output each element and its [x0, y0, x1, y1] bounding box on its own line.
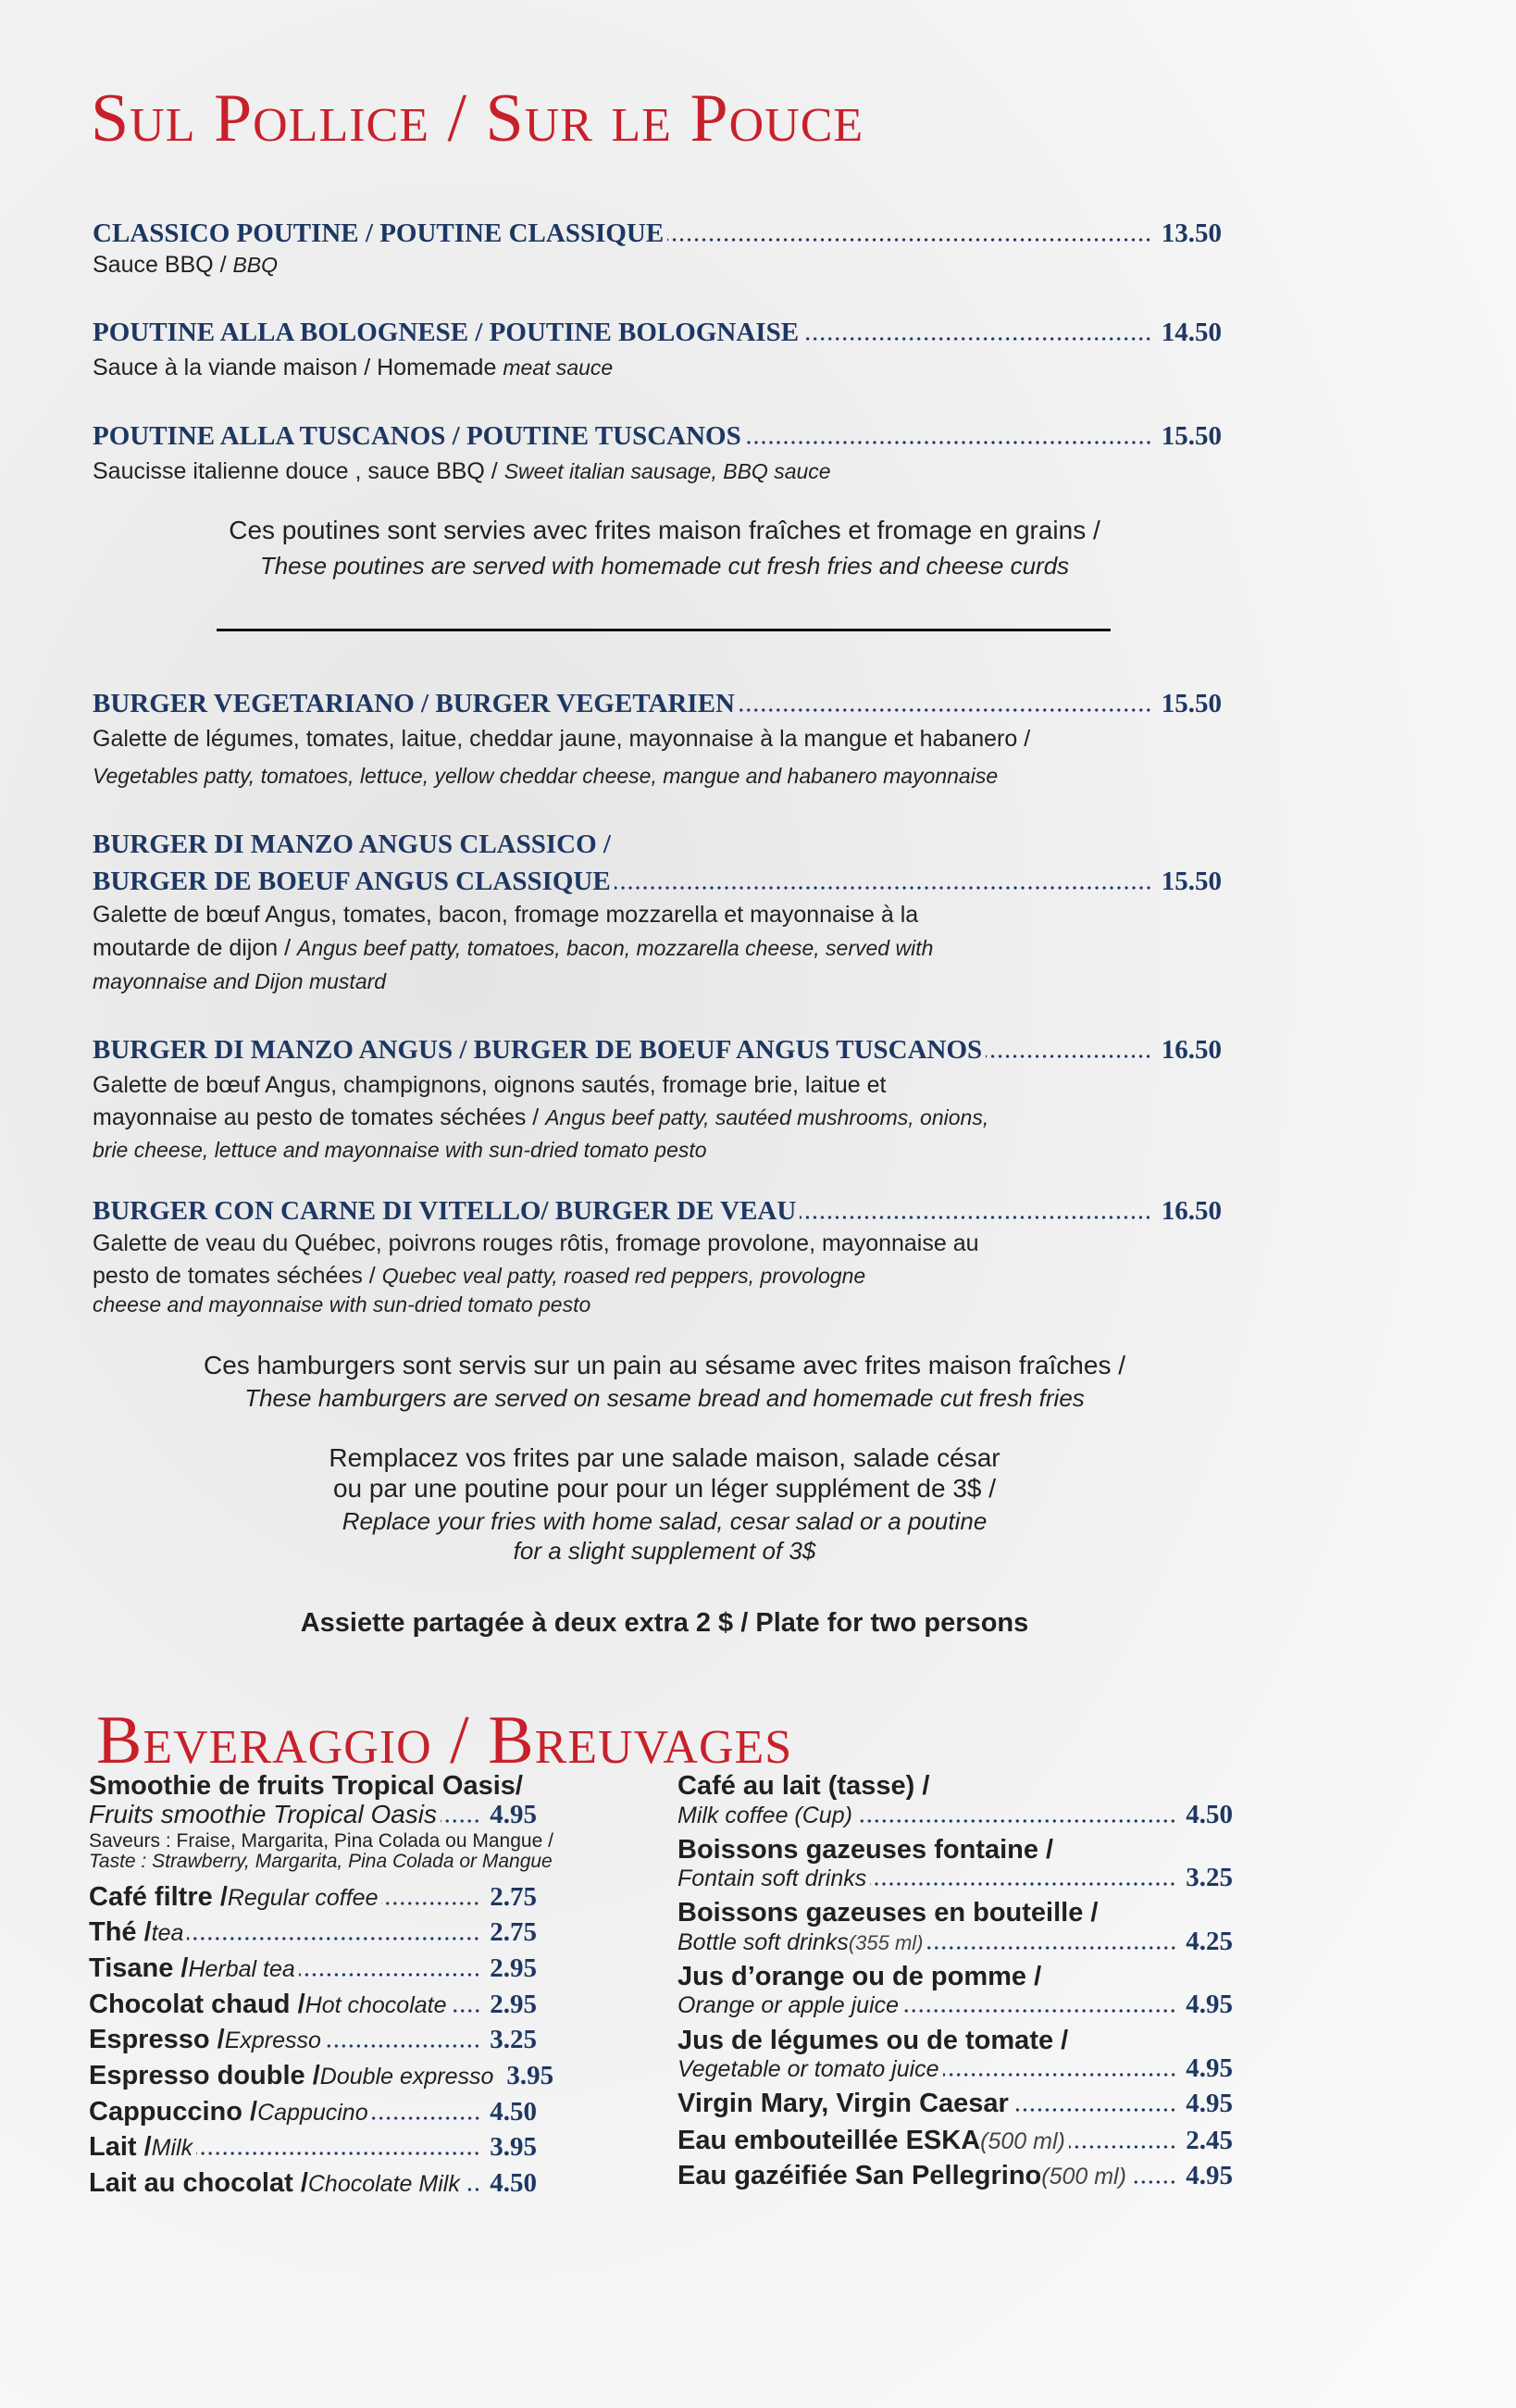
replace-note-fr-1: Remplacez vos frites par une salade maison, salade césar [329, 1443, 1000, 1472]
bev-item [677, 1925, 1233, 1960]
menu-item [93, 419, 1222, 453]
bev-en: Bottle soft drinks [677, 1929, 849, 1955]
dot-leader [1013, 2108, 1176, 2112]
bev-en: Hot chocolate [304, 1992, 447, 2018]
bev-en: Cappucino [257, 2100, 368, 2126]
bev-item [677, 1798, 1233, 1832]
bev-item [677, 1988, 1233, 2022]
bev-item [677, 2159, 1233, 2193]
desc-en: BBQ [232, 253, 279, 277]
desc-line: Galette de bœuf Angus, tomates, bacon, fromage mozzarella et mayonnaise à la [93, 902, 919, 928]
poutine-note-fr: Ces poutines sont servies avec frites maison fraîches et fromage en grains / [229, 516, 1100, 544]
poutine-note-en: These poutines are served with homemade cut fresh fries and cheese curds [259, 552, 1070, 580]
bev-item [89, 1880, 537, 1915]
section-title-breuvages: Beveraggio / Breuvages [96, 1703, 793, 1778]
dot-leader [986, 1054, 1152, 1058]
bev-price: 4.95 [1186, 2053, 1233, 2083]
item-description [93, 353, 613, 382]
item-description [93, 456, 831, 486]
item-name: BURGER VEGETARIANO / BURGER VEGETARIEN [93, 689, 735, 718]
desc-fr: pesto de tomates séchées / [93, 1263, 382, 1289]
bev-fr: Jus de légumes ou de tomate / [677, 2026, 1069, 2055]
bev-fr: Tisane / [89, 1953, 189, 1983]
desc-en: Angus beef patty, tomatoes, bacon, mozzarella cheese, served with [296, 936, 934, 960]
bev-item [89, 2095, 537, 2129]
item-name: POUTINE ALLA BOLOGNESE / POUTINE BOLOGNAISE [93, 318, 800, 347]
desc-line [93, 933, 933, 963]
menu-item [93, 687, 1222, 720]
dot-leader [667, 238, 1152, 242]
bev-item [89, 1915, 537, 1950]
bev-price: 2.75 [490, 1917, 537, 1947]
desc-line: brie cheese, lettuce and mayonnaise with sun-dried tomato pesto [93, 1138, 707, 1162]
bev-price: 4.50 [490, 2097, 537, 2127]
flavors-fr: Saveurs : Fraise, Margarita, Pina Colada ou Mangue / [89, 1830, 553, 1852]
bev-price: 2.75 [490, 1882, 537, 1912]
dot-leader [187, 1937, 480, 1940]
bev-fr: Lait au chocolat / [89, 2168, 308, 2198]
bev-price: 2.95 [490, 1953, 537, 1983]
bev-en: Expresso [224, 2027, 321, 2053]
menu-item [93, 1033, 1222, 1067]
bev-fr: Virgin Mary, Virgin Caesar [677, 2089, 1009, 2118]
bev-fr: Thé / [89, 1917, 152, 1947]
bev-price: 3.25 [1186, 1863, 1233, 1892]
item-price: 15.50 [1161, 689, 1222, 718]
desc-line: Galette de légumes, tomates, laitue, cheddar jaune, mayonnaise à la mangue et habanero / [93, 726, 1031, 752]
dot-leader [451, 2009, 481, 2013]
bev-en: Double expresso [319, 2064, 494, 2090]
bev-fr: Smoothie de fruits Tropical Oasis/ [89, 1771, 523, 1801]
dot-leader [1130, 2180, 1176, 2184]
desc-fr: moutarde de dijon / [93, 935, 297, 961]
dot-leader [856, 1819, 1176, 1823]
bev-item [89, 2059, 554, 2093]
bev-en: Milk coffee (Cup) [677, 1803, 852, 1828]
bev-size: (500 ml) [980, 2128, 1065, 2154]
dot-leader [745, 441, 1152, 444]
item-price: 16.50 [1161, 1035, 1222, 1065]
bev-en: Regular coffee [227, 1885, 379, 1911]
item-name: BURGER DI MANZO ANGUS / BURGER DE BOEUF ANGUS TUSCANOS [93, 1035, 983, 1065]
replace-note-en-2: for a slight supplement of 3$ [513, 1537, 816, 1565]
bev-en: Chocolate Milk [307, 2171, 460, 2197]
bev-price: 4.95 [1186, 1990, 1233, 2019]
bev-fr: Eau embouteillée ESKA [677, 2126, 981, 2155]
bev-en: Herbal tea [188, 1956, 295, 1982]
bev-fr: Eau gazéifiée San Pellegrino [677, 2161, 1042, 2190]
bev-item [677, 2124, 1233, 2158]
dot-leader [615, 886, 1152, 890]
divider [217, 629, 1111, 631]
bev-size: (500 ml) [1041, 2164, 1126, 2190]
dot-leader [870, 1882, 1176, 1886]
bev-item [677, 1861, 1233, 1895]
replace-note-en-1: Replace your fries with home salad, cesar salad or a poutine [342, 1507, 988, 1535]
item-price: 14.50 [1161, 318, 1222, 347]
bev-price: 2.45 [1186, 2126, 1233, 2155]
flavors-en: Taste : Strawberry, Margarita, Pina Colada or Mangue [89, 1851, 553, 1872]
dot-leader [739, 708, 1152, 712]
desc-line: Vegetables patty, tomatoes, lettuce, yellow cheddar cheese, mangue and habanero mayonnaise [93, 764, 999, 788]
bev-en: Milk [151, 2135, 193, 2161]
bev-price: 4.95 [1186, 2161, 1233, 2190]
bev-item [89, 1798, 537, 1831]
bev-en: Fruits smoothie Tropical Oasis [89, 1800, 438, 1828]
bev-en: Fontain soft drinks [677, 1865, 867, 1891]
item-price: 13.50 [1161, 218, 1222, 248]
bev-en: tea [151, 1920, 184, 1946]
dot-leader [441, 1819, 480, 1823]
dot-leader [464, 2188, 480, 2191]
bev-item [677, 2052, 1233, 2086]
item-price: 15.50 [1161, 421, 1222, 451]
bev-price: 4.50 [490, 2168, 537, 2198]
desc-line: cheese and mayonnaise with sun-dried tomato pesto [93, 1292, 591, 1316]
bev-fr: Boissons gazeuses en bouteille / [677, 1898, 1099, 1928]
item-price: 15.50 [1161, 867, 1222, 896]
dot-leader [196, 2152, 480, 2155]
dot-leader [299, 1973, 480, 1977]
bev-price: 4.50 [1186, 1800, 1233, 1829]
bev-item [89, 1952, 537, 1986]
bev-fr: Espresso double / [89, 2061, 320, 2090]
bev-price: 3.95 [490, 2132, 537, 2162]
menu-item [93, 316, 1222, 349]
bev-size: (355 ml) [848, 1931, 924, 1954]
dot-leader [381, 1902, 480, 1905]
replace-note-fr-2: ou par une poutine pour pour un léger supplément de 3$ / [332, 1474, 997, 1503]
section-title-sur-le-pouce: Sul Pollice / Sur le Pouce [91, 81, 864, 156]
item-price: 16.50 [1161, 1196, 1222, 1226]
item-name: POUTINE ALLA TUSCANOS / POUTINE TUSCANOS [93, 421, 741, 451]
plate-note: Assiette partagée à deux extra 2 $ / Plate for two persons [300, 1608, 1029, 1638]
desc-fr: Saucisse italienne douce , sauce BBQ / [93, 458, 504, 484]
dot-leader [943, 2073, 1177, 2077]
bev-fr: Jus d’orange ou de pomme / [677, 1962, 1042, 1991]
desc-line: Galette de veau du Québec, poivrons rouges rôtis, fromage provolone, mayonnaise au [93, 1230, 979, 1256]
dot-leader [927, 1946, 1177, 1950]
desc-fr: Sauce à la viande maison / Homemade [93, 355, 503, 381]
item-name: CLASSICO POUTINE / POUTINE CLASSIQUE [93, 218, 665, 248]
bev-item [89, 2166, 537, 2201]
bev-price: 3.95 [506, 2061, 554, 2090]
bev-item [677, 2087, 1233, 2120]
menu-item [93, 865, 1222, 898]
dot-leader [800, 1216, 1151, 1219]
desc-en: Quebec veal patty, roased red peppers, provologne [381, 1264, 866, 1288]
dot-leader [802, 337, 1152, 341]
bev-item [89, 1988, 537, 2022]
bev-item [89, 2130, 537, 2165]
desc-line [93, 1261, 865, 1291]
dot-leader [902, 2009, 1176, 2013]
bev-fr: Cappuccino / [89, 2097, 258, 2127]
desc-en: meat sauce [503, 356, 614, 380]
bev-price: 4.95 [1186, 2089, 1233, 2118]
desc-en: Sweet italian sausage, BBQ sauce [503, 459, 831, 483]
item-name: BURGER CON CARNE DI VITELLO/ BURGER DE VEAU [93, 1196, 797, 1226]
menu-item [93, 217, 1222, 250]
burger-note-fr: Ces hamburgers sont servis sur un pain au sésame avec frites maison fraîches / [204, 1351, 1125, 1379]
bev-fr: Lait / [89, 2132, 152, 2162]
dot-leader [1069, 2145, 1176, 2149]
bev-item [89, 2023, 537, 2057]
bev-en: Orange or apple juice [677, 1992, 900, 2018]
bev-fr: Boissons gazeuses fontaine / [677, 1835, 1054, 1865]
bev-price: 4.25 [1186, 1927, 1233, 1956]
item-name: BURGER DI MANZO ANGUS CLASSICO / [93, 830, 611, 859]
bev-price: 2.95 [490, 1990, 537, 2019]
item-name-line1 [93, 828, 611, 861]
bev-price: 3.25 [490, 2025, 537, 2054]
item-description [93, 250, 278, 280]
desc-line: mayonnaise and Dijon mustard [93, 969, 387, 993]
burger-note-en: These hamburgers are served on sesame bread and homemade cut fresh fries [244, 1384, 1085, 1412]
bev-fr: Espresso / [89, 2025, 225, 2054]
desc-line: Galette de bœuf Angus, champignons, oignons sautés, fromage brie, laitue et [93, 1072, 887, 1098]
bev-fr: Chocolat chaud / [89, 1990, 305, 2019]
desc-line [93, 1103, 988, 1132]
bev-fr: Café au lait (tasse) / [677, 1771, 930, 1801]
desc-fr: Sauce BBQ / [93, 252, 233, 278]
dot-leader [372, 2116, 481, 2120]
desc-fr: mayonnaise au pesto de tomates séchées / [93, 1104, 546, 1130]
menu-item [93, 1194, 1222, 1228]
bev-en: Vegetable or tomato juice [677, 2056, 939, 2082]
bev-fr: Café filtre / [89, 1882, 228, 1912]
desc-en: Angus beef patty, sautéed mushrooms, onions, [545, 1105, 989, 1129]
item-name: BURGER DE BOEUF ANGUS CLASSIQUE [93, 867, 611, 896]
dot-leader [325, 2044, 480, 2048]
bev-price: 4.95 [490, 1800, 537, 1829]
